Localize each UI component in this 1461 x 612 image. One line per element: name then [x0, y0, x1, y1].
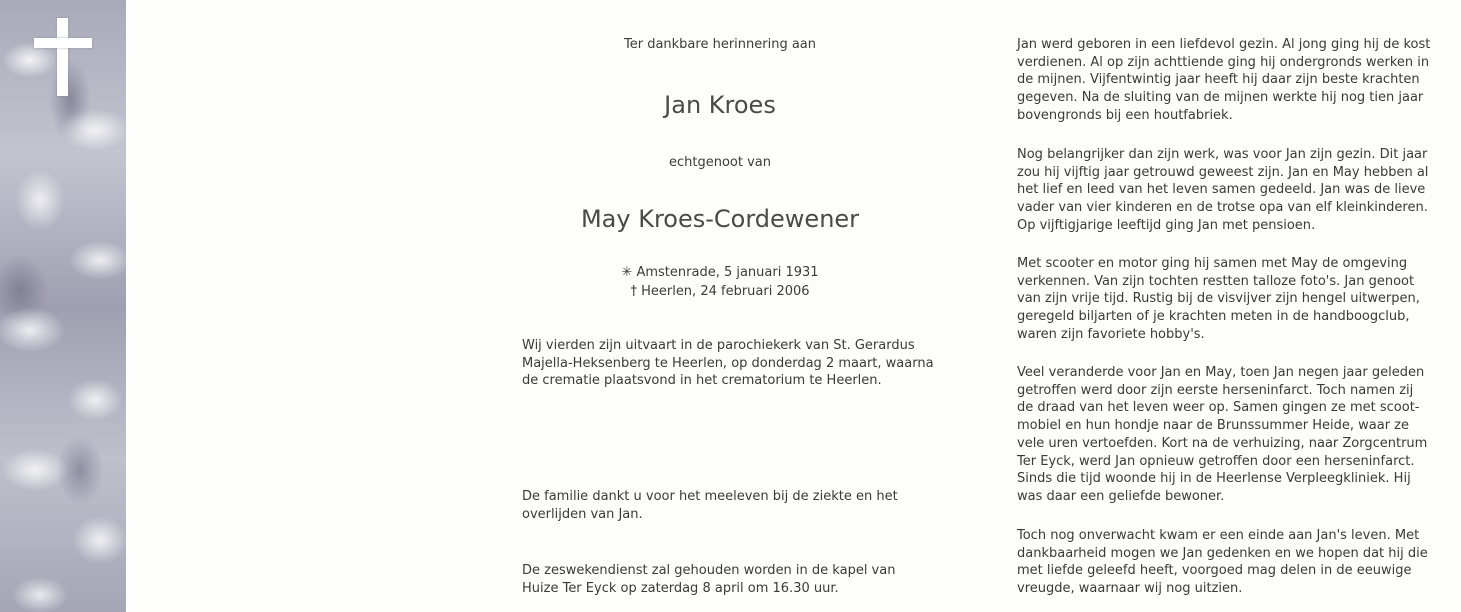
- spouse-name: May Kroes-Cordewener: [580, 205, 860, 233]
- deceased-name: Jan Kroes: [664, 91, 776, 119]
- intro-text: Ter dankbare herinnering aan: [623, 37, 817, 52]
- bio-paragraph-3: Met scooter en motor ging hij samen met May de omgeving verkennen. Van zijn tochten restten talloze foto's. Jan genoot van zijn vrije tijd. Rustig bij de visvijver zijn hengel uitwerpen, geregeld biljarten of je krachten meten in de handboogclub, waren zijn favoriete hobby's.: [1017, 256, 1420, 342]
- marble-border: [0, 0, 126, 612]
- cross-icon: [30, 18, 96, 98]
- bio-paragraph-1: Jan werd geboren in een liefdevol gezin. Al jong ging hij de kost verdienen. Al op zijn achttiende ging hij ondergronds werken in de mijnen. Vijfentwintig jaar heeft hij daar zijn beste krachten gegeven. Na de sluiting van de mijnen werkte hij nog tien jaar bovengronds bij een houtfabriek.: [1017, 37, 1431, 123]
- thanks-paragraph: De familie dankt u voor het meeleven bij de ziekte en het overlijden van Jan.: [522, 489, 898, 522]
- bio-paragraph-2: Nog belangrijker dan zijn werk, was voor Jan zijn gezin. Dit jaar zou hij vijftig jaar getrouwd geweest zijn. Jan en May hebben al het lief en leed van het leven samen gedeeld. Jan was de lieve vader van vier kinderen en de trotse opa van elf kleinkinderen. Op vijftigjarige leeftijd ging Jan met pensioen.: [1017, 147, 1429, 233]
- death-line: † Heerlen, 24 februari 2006: [630, 284, 810, 299]
- service-paragraph: De zeswekendienst zal gehouden worden in de kapel van Huize Ter Eyck op zaterdag 8 april om 16.30 uur.: [522, 563, 896, 596]
- bio-paragraph-4: Veel veranderde voor Jan en May, toen Jan negen jaar geleden getroffen werd door zijn eerste herseninfarct. Toch namen zij de draad van het leven weer op. Samen gingen ze met scoot- mobiel en hun hondje naar de Brunssummer Heide, waar ze vele uren vertoefden. Kort na de verhuizing, naar Zorgcentrum Ter Eyck, werd Jan opnieuw getroffen door een herseninfarct. Sinds die tijd woonde hij in de Heerlense Verpleegkliniek. Hij was daar een geliefde bewoner.: [1017, 365, 1428, 504]
- birth-line: ✳ Amstenrade, 5 januari 1931: [621, 265, 819, 280]
- relation-text: echtgenoot van: [668, 155, 771, 170]
- bio-paragraph-5: Toch nog onverwacht kwam er een einde aan Jan's leven. Met dankbaarheid mogen we Jan gedenken en we hopen dat hij die met liefde geleefd heeft, voorgoed mag delen in de eeuwige vreugde, waarnaar wij nog uitzien.: [1017, 528, 1428, 597]
- funeral-paragraph: Wij vierden zijn uitvaart in de parochiekerk van St. Gerardus Majella-Heksenberg te Heerlen, op donderdag 2 maart, waarna de crematie plaatsvond in het crematorium te Heerlen.: [522, 338, 934, 389]
